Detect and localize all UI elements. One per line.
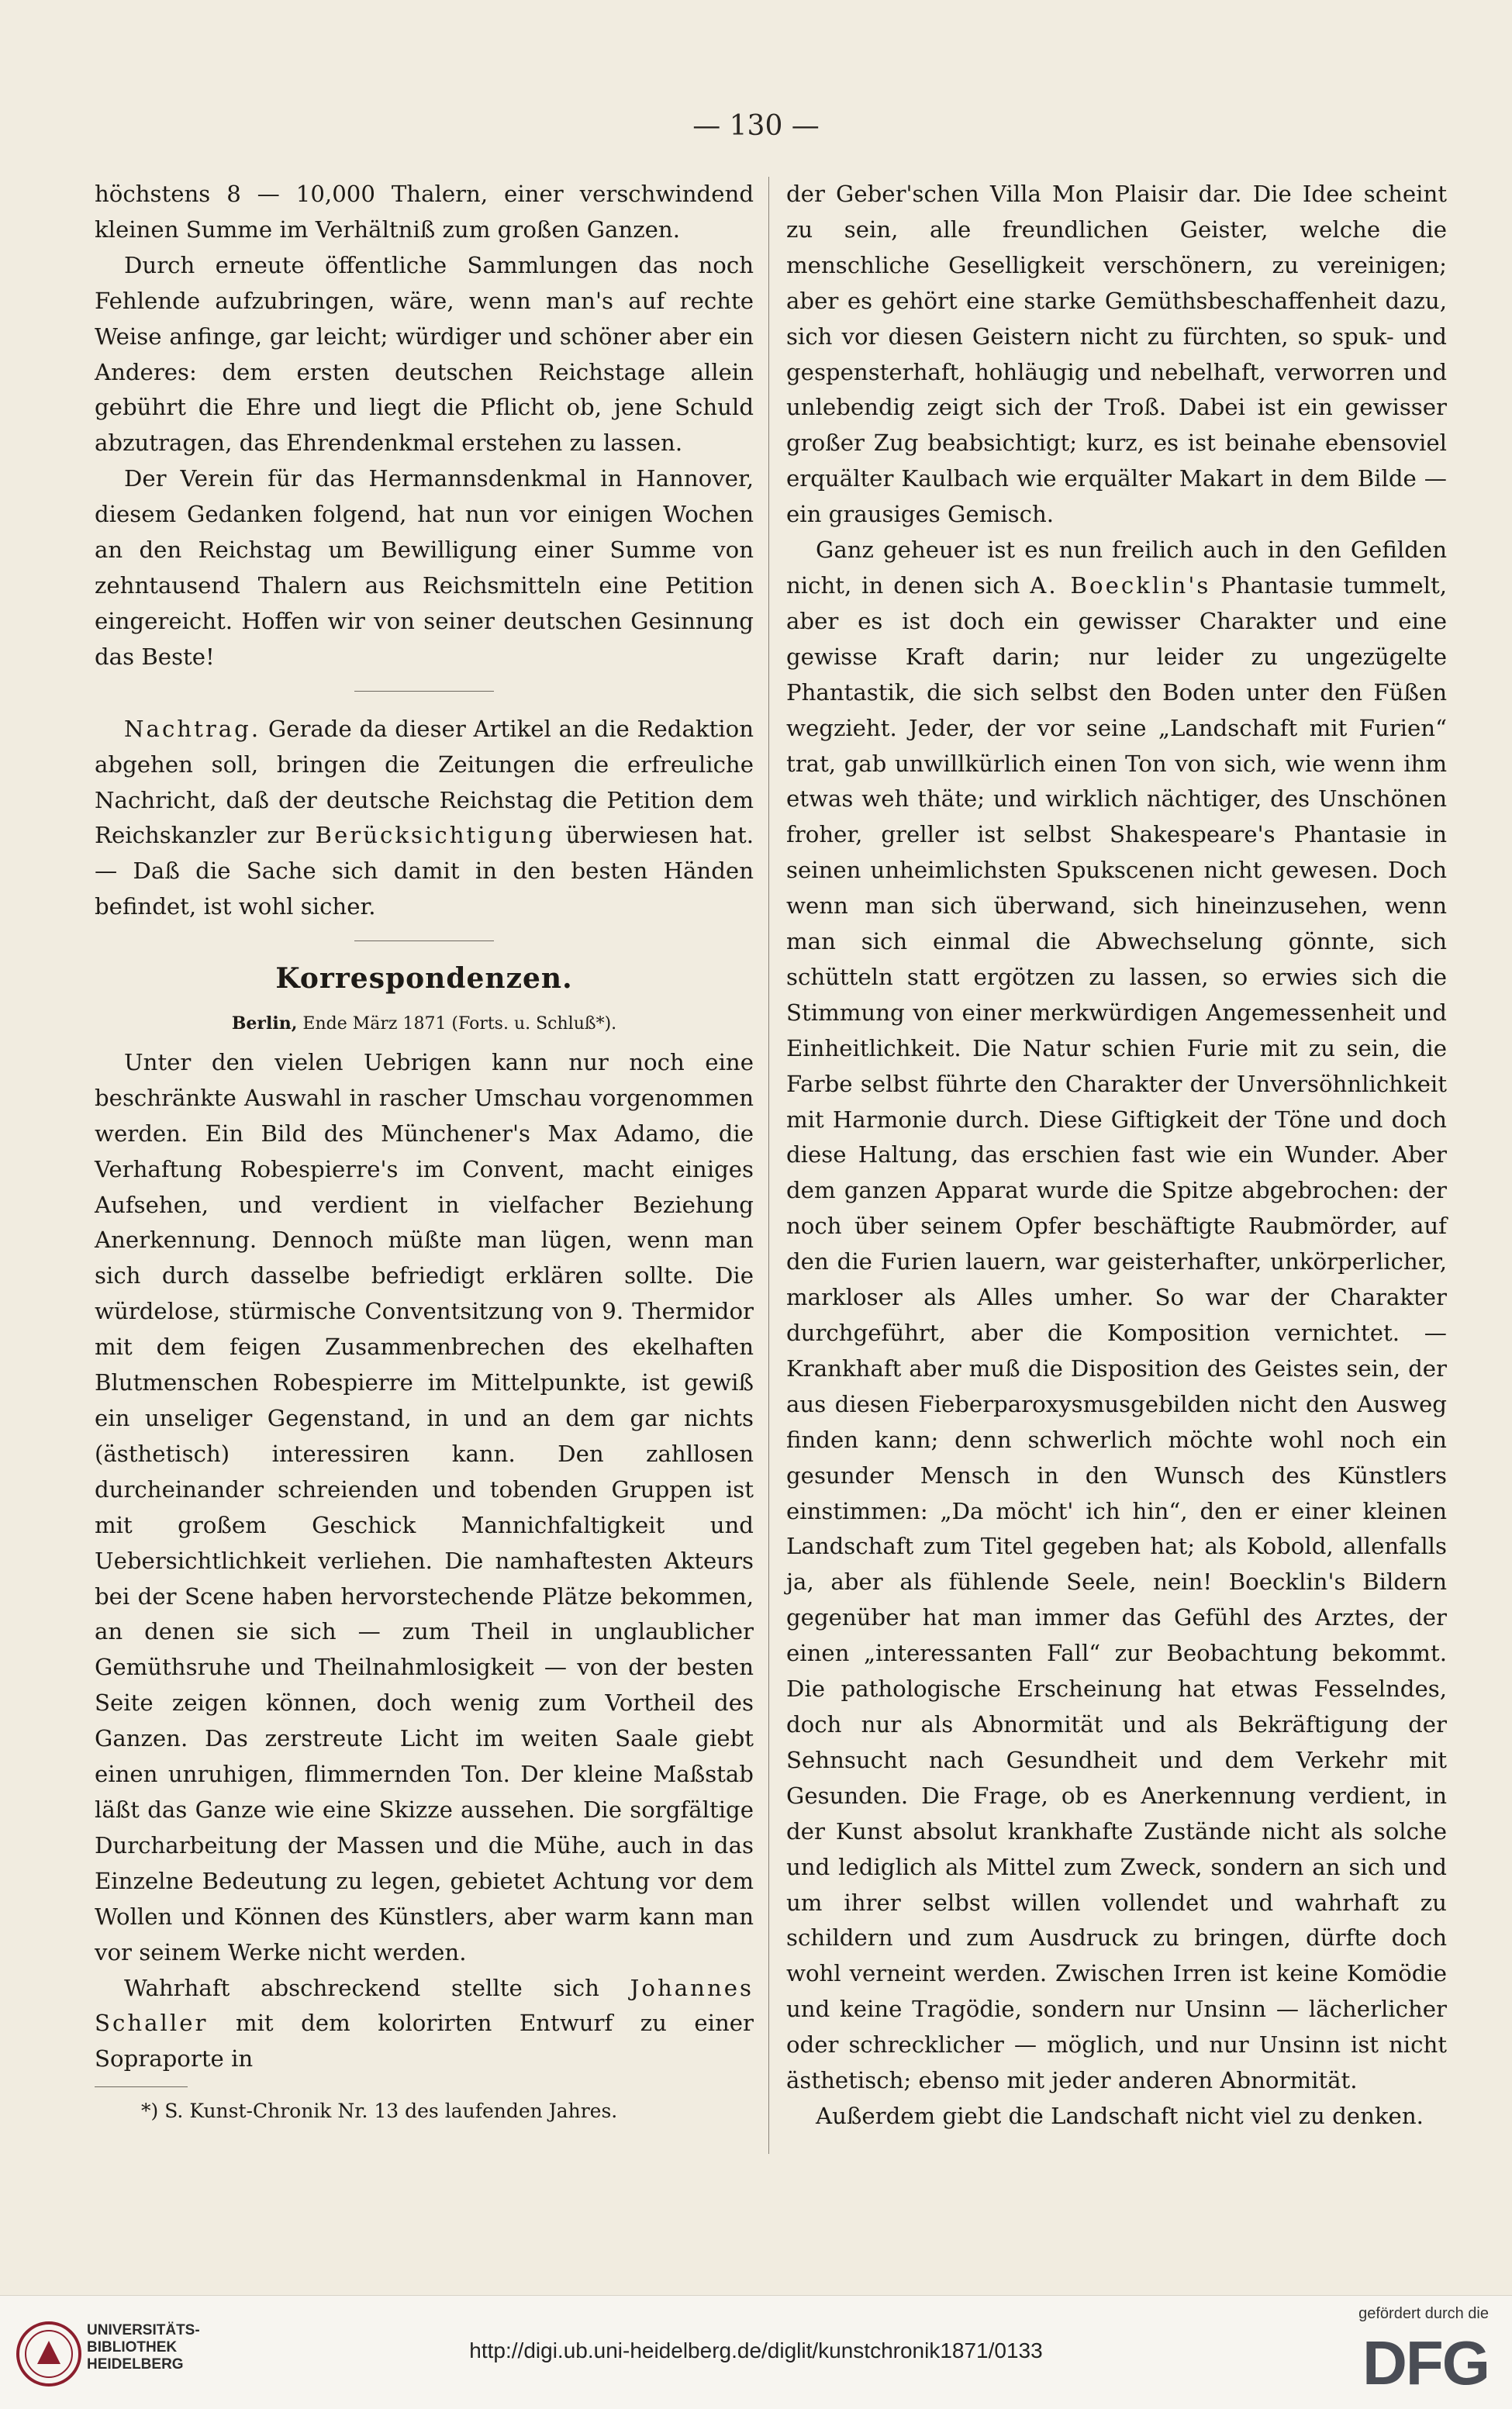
- paragraph: Durch erneute öffentliche Sammlungen das noch Fehlende aufzubringen, wäre, wenn man's auf rechte Weise anfinge, gar leicht; würdiger und schöner aber ein Anderes: dem ersten deutschen Reichstage allein gebührt die Ehre und liegt die Pflicht ob, jene Schuld abzutragen, das Ehrendenkmal erstehen zu lassen.: [95, 251, 754, 457]
- paragraph: Unter den vielen Uebrigen kann nur noch eine beschränkte Auswahl in rascher Umschau vorgenommen werden. Ein Bild des Münchener's Max Adamo, die Verhaftung Robespierre's im Convent, macht einiges Aufsehen, und verdient in vielfacher Beziehung Anerkennung. Dennoch müßte man lügen, wenn man sich durch dasselbe befriedigt erklären sollte. Die würdelose, stürmische Conventsitzung von 9. Thermidor mit dem feigen Zusammenbrechen des ekelhaften Blutmenschen Robespierre im Mittelpunkte, ist gewiß ein unseliger Gegenstand, in und an dem gar nichts (ästhetisch) interessiren kann. Den zahllosen durcheinander schreienden und tobenden Gruppen ist mit großem Geschick Mannichfaltigkeit und Uebersichtlichkeit verliehen. Die namhaftesten Akteurs bei der Scene haben hervorstechende Plätze bekommen, an denen sie sich — zum Theil in unglaublicher Gemüthsruhe und Theilnahmlosigkeit — von der besten Seite zeigen können, doch wenig zum Vortheil des Ganzen. Das zerstreute Licht im weiten Saale giebt einen unruhigen, flimmernden Ton. Der kleine Maßstab läßt das Ganze wie eine Skizze aussehen. Die sorgfältige Durcharbeitung der Massen und die Mühe, auch in das Einzelne Bedeutung zu legen, gebietet Achtung vor dem Wollen und Können des Künstlers, aber warm kann man vor seinem Werke nicht werden.: [95, 1048, 754, 1966]
- paragraph: Der Verein für das Hermannsdenkmal in Hannover, diesem Gedanken folgend, hat nun vor einigen Wochen an den Reichstag um Bewilligung einer Summe von zehntausend Thalern aus Reichsmitteln eine Petition eingereicht. Hoffen wir von seiner deutschen Gesinnung das Beste!: [95, 465, 754, 670]
- paragraph: Ganz geheuer ist es nun freilich auch in den Gefilden nicht, in denen sich A. Boecklin's Phantasie tummelt, aber es ist doch ein gewisser Charakter und eine gewisse Kraft darin; nur leider zu ungezügelte Phantastik, die sich selbst den Boden unter den Füßen wegzieht. Jeder, der vor seine „Landschaft mit Furien“ trat, gab unwillkürlich einen Ton von sich, wie wenn ihm etwas weh thäte; und wirklich nächtiger, des Unschönen froher, greller ist selbst Shakespeare's Phantasie in seinen unheimlichsten Spukscenen nicht gewesen. Doch wenn man sich überwand, sich hineinzusehen, wenn man sich einmal die Abwechselung gönnte, sich schütteln statt ergötzen zu lassen, so erwies sich die Stimmung von einer merkwürdigen Angemessenheit und Einheitlichkeit. Die Natur schien Furie mit zu sein, die Farbe selbst führte den Charakter der Unversöhnlichkeit mit Harmonie durch. Diese Giftigkeit der Töne und doch diese Haltung, das erschien fast wie ein Wunder. Aber dem ganzen Apparat wurde die Spitze abgebrochen: der noch über seinem Opfer beschäftigte Raubmörder, auf den die Furien lauern, war geisterhafter, unkörperlicher, markloser als Alles umher. So war der Charakter durchgeführt, aber die Komposition vernichtet. — Krankhaft aber muß die Disposition des Geistes sein, der aus diesen Fieberparoxysmusgebilden nicht den Ausweg finden kann; denn schwerlich möchte wohl noch ein gesunder Mensch in den Wunsch des Künstlers einstimmen: „Da möcht' ich hin“, den er einer kleinen Landschaft zum Titel gegeben hat; als Kobold, allenfalls ja, aber als fühlende Seele, nein! Boecklin's Bildern gegenüber hat man immer das Gefühl des Arztes, der einen „interessanten Fall“ zur Beobachtung bekommt. Die pathologische Erscheinung hat etwas Fesselndes, doch nur als Abnormität und als Bekräftigung der Sehnsucht nach Gesundheit und dem Verkehr mit Gesunden. Die Frage, ob es Anerkennung verdient, in der Kunst absolut krankhafte Zustände nicht als solche und lediglich als Mittel zum Zweck, sondern an sich und um ihrer selbst willen vollendet und wahrhaft zu schildern und zum Ausdruck zu bringen, dürfte doch wohl verneint werden. Zwischen Irren ist keine Komödie und keine Tragödie, sondern nur Unsinn — lächerlicher oder schrecklicher — möglich, und nur Unsinn ist nicht ästhetisch; ebenso mit jeder anderen Abnormität.: [786, 537, 1448, 2094]
- left-column: [95, 177, 754, 2129]
- funded-by-label: gefördert durch die: [1358, 2305, 1489, 2322]
- library-name: UNIVERSITÄTS- BIBLIOTHEK HEIDELBERG: [87, 2322, 200, 2373]
- right-column: [786, 177, 1447, 2135]
- section-divider: [354, 691, 494, 692]
- footnote-rule: [95, 2086, 188, 2087]
- footnote: *) S. Kunst-Chronik Nr. 13 des laufenden Jahres.: [141, 2100, 618, 2123]
- source-url-link[interactable]: http://digi.ub.uni-heidelberg.de/diglit/kunstchronik1871/0133: [469, 2338, 1043, 2362]
- page-number: — 130 —: [692, 110, 820, 142]
- paragraph: Wahrhaft abschreckend stellte sich Johannes Schaller mit dem kolorirten Entwurf zu einer Sopraporte in: [95, 1974, 754, 2072]
- nachtrag-label: Nachtrag.: [124, 715, 261, 742]
- nachtrag-paragraph: Nachtrag. Gerade da dieser Artikel an die Redaktion abgehen soll, bringen die Zeitungen die erfreuliche Nachricht, daß der deutsche Reichstag die Petition dem Reichskanzler zur Berücksichtigung überwiesen hat. — Daß die Sache sich damit in den besten Händen befindet, ist wohl sicher.: [95, 715, 754, 920]
- paragraph: höchstens 8 — 10,000 Thalern, einer verschwindend kleinen Summe im Verhältniß zum großen Ganzen.: [95, 181, 754, 243]
- paragraph: der Geber'schen Villa Mon Plaisir dar. Die Idee scheint zu sein, alle freundlichen Geister, welche die menschliche Geselligkeit verschönern, zu vereinigen; aber es gehört eine starke Gemüthsbeschaffenheit dazu, sich vor diesen Geistern nicht zu fürchten, so spuk- und gespensterhaft, hohläugig und nebelhaft, verworren und unlebendig zeigt sich der Troß. Dabei ist ein gewisser großer Zug beabsichtigt; kurz, es ist beinahe ebensoviel erquälter Kaulbach wie erquälter Makart in dem Bilde — ein grausiges Gemisch.: [786, 181, 1447, 528]
- section-heading: Korrespondenzen.: [275, 962, 573, 996]
- dfg-logo: DFG: [1362, 2328, 1489, 2397]
- column-rule: [768, 177, 769, 2154]
- paragraph: Außerdem giebt die Landschaft nicht viel zu denken.: [816, 2102, 1424, 2129]
- dateline: Berlin, Ende März 1871 (Forts. u. Schluß*).: [231, 1013, 617, 1034]
- section-divider: [354, 940, 494, 941]
- footer-bar: [0, 2295, 1512, 2409]
